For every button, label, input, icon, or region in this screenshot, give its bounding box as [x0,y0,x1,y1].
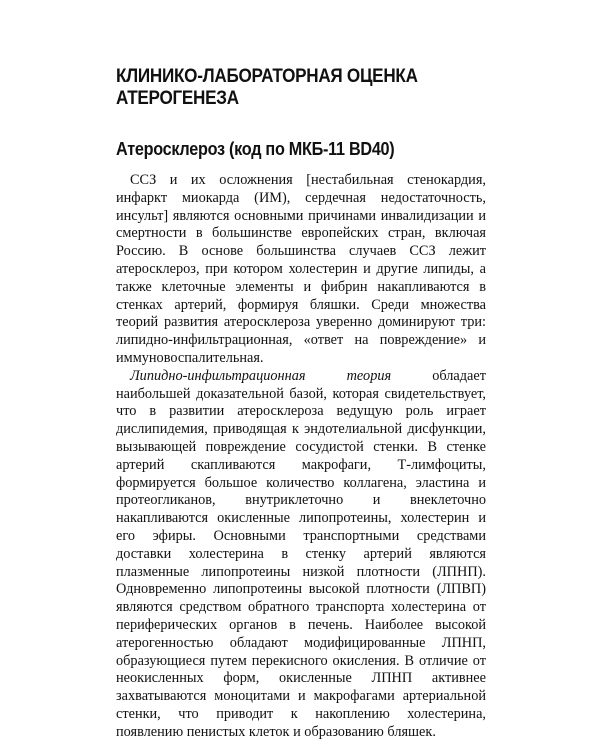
paragraph-2 [116,368,486,742]
paragraph-2-italic-term: Липидно-инфильтрационная теория [130,367,392,384]
paragraph-2-text: обладает наибольшей доказательной базой, которая свидетельствует, что в развитии атеросклероза ведущую роль играет дислипидемия, приводящая к эндотелиальной дисфункции, вызывающей повреждение сосудистой стенки. В стенке артерий скапливаются макрофаги, Т-лимфоциты, формируется большое количество коллагена, эластина и протеогликанов, внутриклеточно и внеклеточно накапливаются окисленные липопротеины, холестерин и его эфиры. Основными транспортными средствами доставки холестерина в стенку артерий являются плазменные липопротеины низкой плотности (ЛПНП). Одновременно липопротеины высокой плотности (ЛПВП) являются средством обратного транспорта холестерина от периферических органов в печень. Наиболее высокой атерогенностью обладают модифицированные ЛПНП, образующиеся путем перекисного окисления. В отличие от неокисленных форм, окисленные ЛПНП активнее захватываются моноцитами и макрофагами артериальной стенки, что приводит к накоплению холестерина, появлению пенистых клеток и образованию бляшек. [116,367,486,740]
chapter-title [116,66,494,110]
section-title: Атеросклероз (код по МКБ-11 BD40) [116,139,395,159]
chapter-title-line1: КЛИНИКО-ЛАБОРАТОРНАЯ ОЦЕНКА [116,66,418,87]
paragraph-1: ССЗ и их осложнения [нестабильная стенокардия, инфаркт миокарда (ИМ), сердечная недостаточность, инсульт] являются основными причинами инвалидизации и смертности в большинстве европейских стран, включая Россию. В основе большинства случаев ССЗ лежит атеросклероз, при котором холестерин и другие липиды, а также клеточные элементы и фибрин накапливаются в стенках артерий, формируя бляшки. Среди множества теорий развития атеросклероза уверенно доминируют три: липидно-инфильтрационная, «ответ на повреждение» и иммуновоспалительная. [116,172,486,366]
chapter-title-line2: АТЕРОГЕНЕЗА [116,88,239,109]
page-content [116,66,486,742]
